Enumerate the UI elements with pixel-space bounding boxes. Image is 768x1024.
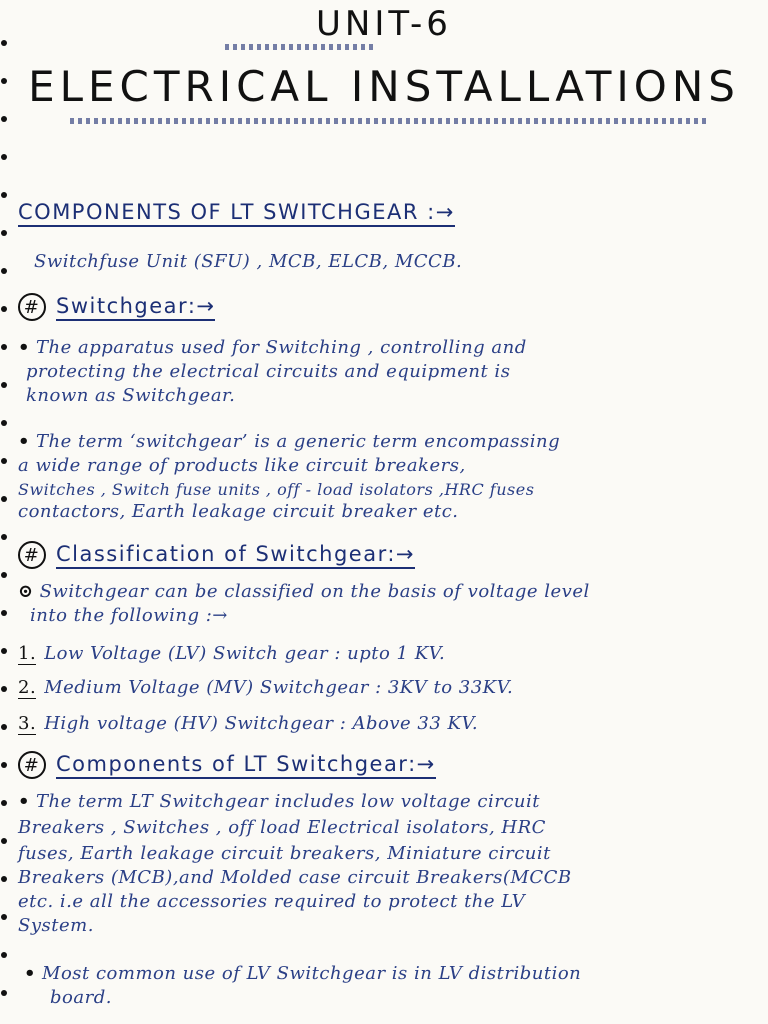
hash-icon: # xyxy=(18,293,46,321)
lv-use-line: board. xyxy=(50,987,112,1008)
classification-item: 3. High voltage (HV) Switchgear : Above 33 KV. xyxy=(18,713,479,734)
lt-components-line: Breakers , Switches , off load Electrical isolators, HRC xyxy=(18,817,546,838)
unit-underline xyxy=(225,44,375,50)
switchgear-term-line: Switches , Switch fuse units , off - load isolators ,HRC fuses xyxy=(18,480,535,499)
switchgear-heading: # Switchgear:→ xyxy=(18,292,215,321)
components-list: Switchfuse Unit (SFU) , MCB, ELCB, MCCB. xyxy=(34,251,463,272)
lt-components-line: System. xyxy=(18,915,94,936)
classification-intro-line: into the following :→ xyxy=(30,605,228,626)
lv-use-line: • Most common use of LV Switchgear is in LV distribution xyxy=(24,963,582,984)
classification-item: 2. Medium Voltage (MV) Switchgear : 3KV to 33KV. xyxy=(18,677,514,698)
lt-components-line: etc. i.e all the accessories required to protect the LV xyxy=(18,891,526,912)
switchgear-def-line: • The apparatus used for Switching , controlling and xyxy=(18,337,527,358)
classification-heading: # Classification of Switchgear:→ xyxy=(18,540,415,569)
title-underline xyxy=(70,118,710,124)
lt-components-line: fuses, Earth leakage circuit breakers, Miniature circuit xyxy=(18,843,551,864)
hash-icon: # xyxy=(18,541,46,569)
classification-item: 1. Low Voltage (LV) Switch gear : upto 1 KV. xyxy=(18,643,446,664)
classification-intro-line: ⊙ Switchgear can be classified on the basis of voltage level xyxy=(18,581,590,602)
page-title: ELECTRICAL INSTALLATIONS xyxy=(28,62,740,111)
hash-icon: # xyxy=(18,751,46,779)
lt-components-line: Breakers (MCB),and Molded case circuit Breakers(MCCB xyxy=(18,867,572,888)
switchgear-term-line: • The term ‘switchgear’ is a generic term encompassing xyxy=(18,431,561,452)
lt-components-heading: # Components of LT Switchgear:→ xyxy=(18,750,436,779)
switchgear-term-line: contactors, Earth leakage circuit breaker etc. xyxy=(18,501,459,522)
notebook-binding xyxy=(0,0,10,1024)
switchgear-def-line: known as Switchgear. xyxy=(26,385,236,406)
switchgear-def-line: protecting the electrical circuits and equipment is xyxy=(26,361,511,382)
unit-label: UNIT-6 xyxy=(316,4,452,44)
components-heading: COMPONENTS OF LT SWITCHGEAR :→ xyxy=(18,198,455,226)
lt-components-line: • The term LT Switchgear includes low voltage circuit xyxy=(18,791,540,812)
switchgear-term-line: a wide range of products like circuit breakers, xyxy=(18,455,466,476)
